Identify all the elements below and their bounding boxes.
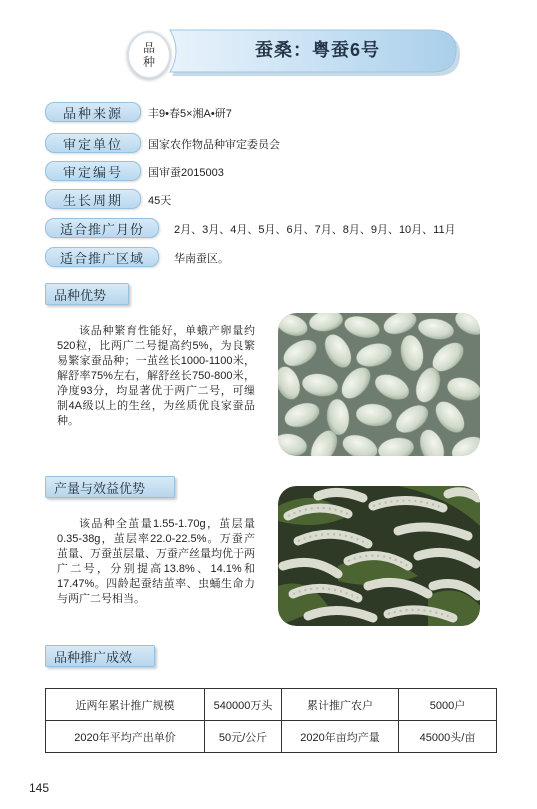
label-approval-number: 审定编号 — [45, 161, 141, 181]
label-variety-source: 品种来源 — [45, 102, 141, 122]
label-approval-unit: 审定单位 — [45, 133, 141, 153]
value-growth-cycle: 45天 — [148, 195, 172, 207]
section-title-yield: 产量与效益优势 — [45, 476, 175, 498]
advantage-text — [57, 324, 255, 429]
table-cell: 近两年累计推广规模 — [46, 689, 205, 721]
cocoon-photo — [278, 313, 480, 456]
category-badge — [127, 31, 171, 79]
table-row — [46, 689, 497, 721]
category-label: 品种 — [142, 41, 155, 69]
table-cell: 540000万头 — [205, 689, 282, 721]
section-title-advantage: 品种优势 — [45, 283, 129, 305]
yield-text — [57, 517, 255, 607]
page-number: 145 — [29, 781, 50, 795]
section-title-promotion: 品种推广成效 — [45, 645, 155, 667]
silkworm-photo — [278, 486, 480, 626]
label-growth-cycle: 生长周期 — [45, 189, 141, 209]
table-cell: 5000户 — [399, 689, 497, 721]
value-approval-unit: 国家农作物品种审定委员会 — [148, 139, 280, 151]
table-cell: 累计推广农户 — [282, 689, 399, 721]
label-promotion-region: 适合推广区域 — [45, 247, 159, 267]
value-approval-number: 国审蚕2015003 — [148, 167, 224, 179]
promotion-results-table — [45, 688, 497, 753]
value-promotion-region: 华南蚕区。 — [174, 253, 229, 265]
table-row — [46, 721, 497, 753]
advantage-paragraph: 该品种繁育性能好，单蛾产卵量约520粒，比两广二号提高约5%，为良繁易繁家蚕品种；一茧丝长1000-1100米，解舒率75%左右，解舒丝长750-800米，净度93分，均显著优于两广二号，可缫制4A级以上的生丝，为丝质优良家蚕品种。 — [57, 325, 255, 427]
table-cell: 2020年亩均产量 — [282, 721, 399, 753]
page-title: 蚕桑：粤蚕6号 — [255, 40, 381, 60]
label-promotion-months: 适合推广月份 — [45, 218, 159, 238]
table-cell: 2020年平均产出单价 — [46, 721, 205, 753]
value-variety-source: 丰9•春5×湘A•研7 — [148, 108, 232, 120]
yield-paragraph: 该品种全茧量1.55-1.70g，茧层量0.35-38g，茧层率22.0-22.5%。万蚕产茧量、万蚕茧层量、万蚕产丝量均优于两广二号，分别提高13.8%、14.1%和17.47%。四龄起蚕结茧率、虫蛹生命力与两广二号相当。 — [57, 518, 255, 605]
table-cell: 50元/公斤 — [205, 721, 282, 753]
value-promotion-months: 2月、3月、4月、5月、6月、7月、8月、9月、10月、11月 — [174, 224, 456, 236]
table-cell: 45000头/亩 — [399, 721, 497, 753]
